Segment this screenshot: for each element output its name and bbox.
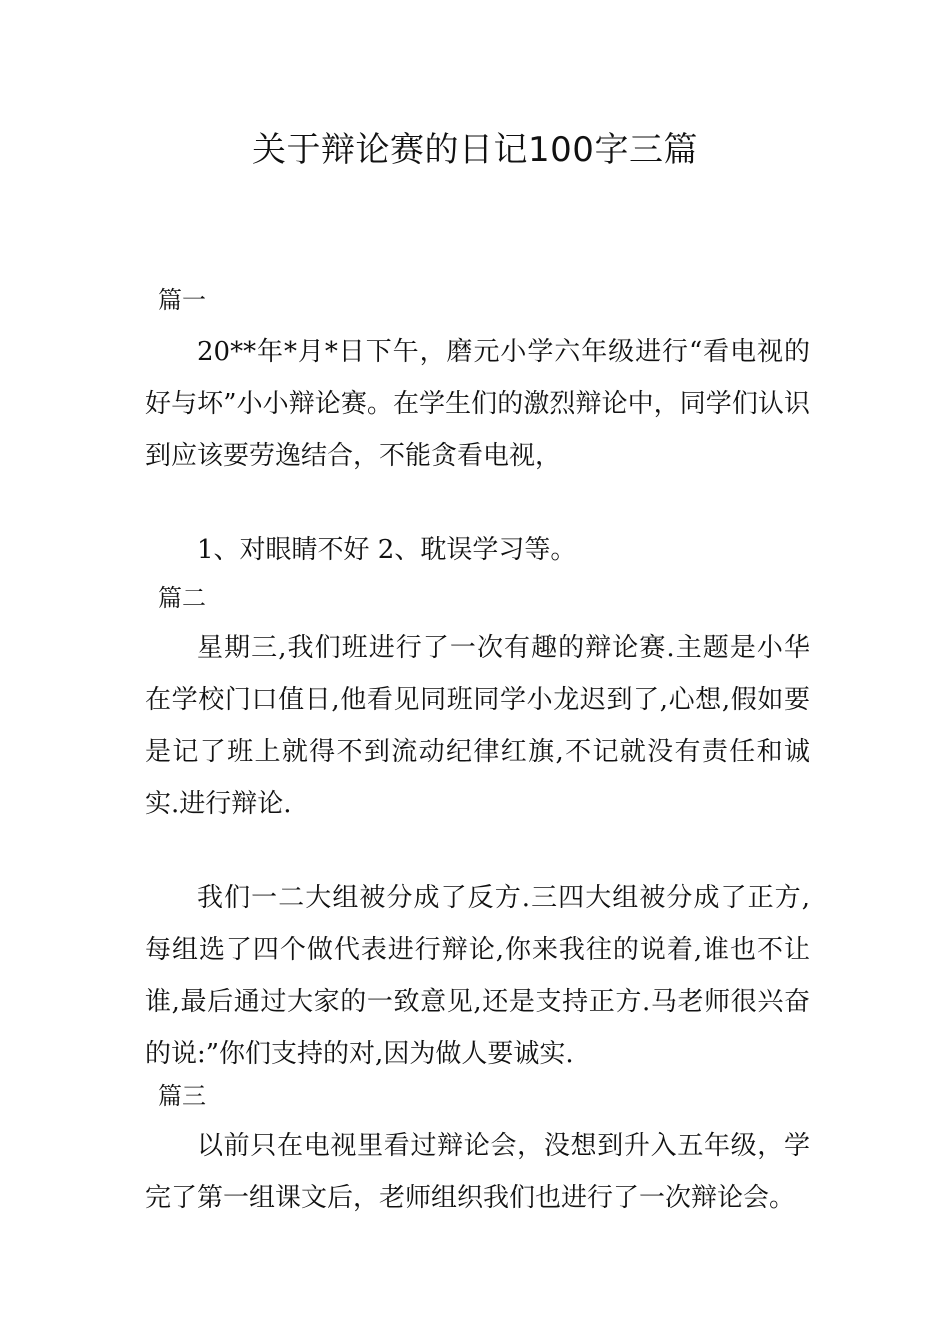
section-heading-2: 篇二 (158, 584, 206, 612)
section-2-paragraph-2: 我们一二大组被分成了反方.三四大组被分成了正方,每组选了四个做代表进行辩论,你来我往的说着,谁也不让谁,最后通过大家的一致意见,还是支持正方.马老师很兴奋的说:”你们支持的对,因为做人要诚实. (145, 883, 810, 1069)
section-heading-3: 篇三 (158, 1082, 206, 1110)
section-2-paragraph-1: 星期三,我们班进行了一次有趣的辩论赛.主题是小华在学校门口值日,他看见同班同学小龙迟到了,心想,假如要是记了班上就得不到流动纪律红旗,不记就没有责任和诚实.进行辩论. (145, 633, 810, 819)
section-1-paragraph-1: 20**年*月*日下午，磨元小学六年级进行“看电视的好与坏”小小辩论赛。在学生们的激烈辩论中，同学们认识到应该要劳逸结合，不能贪看电视， (145, 337, 810, 471)
document-title: 关于辩论赛的日记100字三篇 (252, 130, 698, 170)
section-1-paragraph-2: 1、对眼睛不好 2、耽误学习等。 (197, 535, 577, 565)
section-heading-1: 篇一 (158, 286, 206, 314)
section-3-paragraph-1: 以前只在电视里看过辩论会，没想到升入五年级，学完了第一组课文后，老师组织我们也进行了一次辩论会。 (145, 1131, 810, 1213)
